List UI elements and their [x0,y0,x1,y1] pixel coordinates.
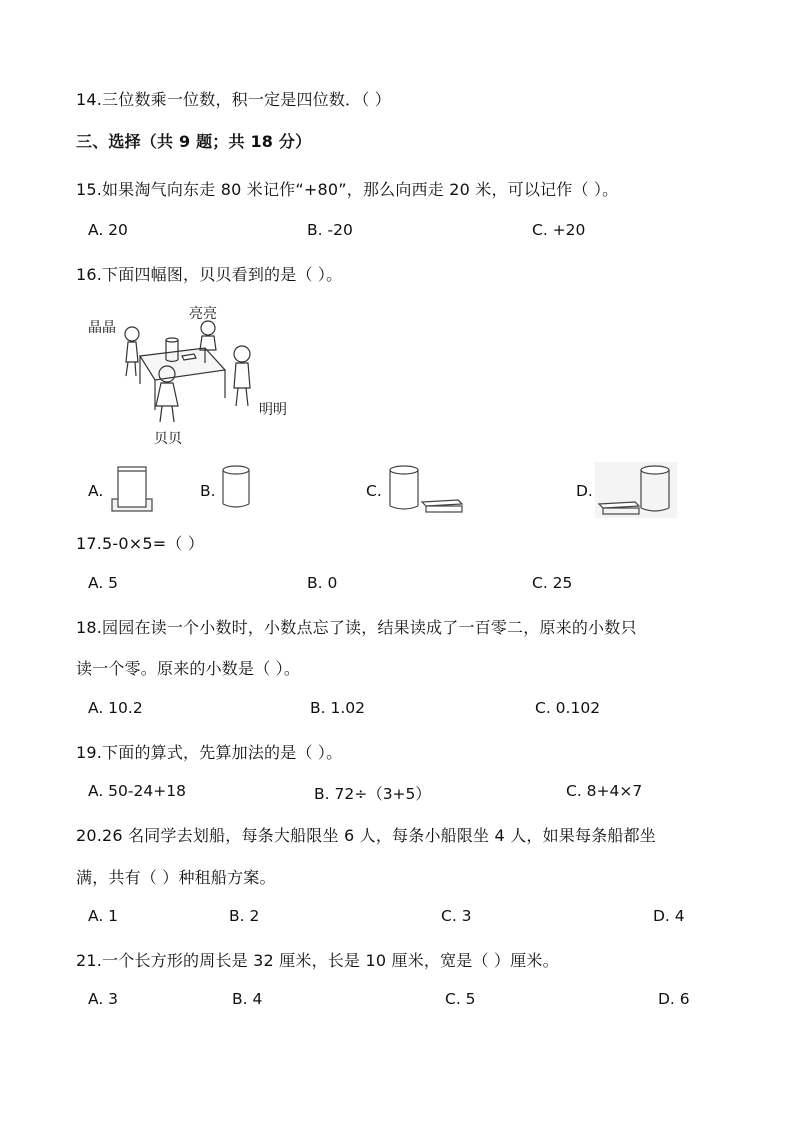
q16-option-b[interactable]: B. [200,482,216,500]
q16-option-d-picture [595,462,677,518]
question-18-stem-line1: 18.园园在读一个小数时，小数点忘了读，结果读成了一百零二，原来的小数只 [76,618,637,637]
question-15-stem: 15.如果淘气向东走 80 米记作“+80”，那么向西走 20 米，可以记作（ ）。 [76,180,619,199]
name-liangliang: 亮亮 [189,306,217,322]
q19-option-b[interactable]: B. 72÷（3+5） [314,785,431,803]
q15-option-b[interactable]: B. -20 [307,221,353,239]
q20-option-d[interactable]: D. 4 [653,907,685,925]
q17-option-b[interactable]: B. 0 [307,574,338,592]
q21-option-d[interactable]: D. 6 [658,990,690,1008]
q16-option-b-picture [218,462,258,514]
question-20-stem-line2: 满，共有（ ）种租船方案。 [76,868,276,887]
question-19-stem: 19.下面的算式，先算加法的是（ ）。 [76,743,343,762]
q16-option-a[interactable]: A. [88,482,104,500]
question-16-stem: 16.下面四幅图，贝贝看到的是（ ）。 [76,265,343,284]
q21-option-c[interactable]: C. 5 [445,990,476,1008]
section-heading: 三、选择（共 9 题；共 18 分） [76,132,312,151]
q19-option-a[interactable]: A. 50-24+18 [88,782,186,800]
q18-option-a[interactable]: A. 10.2 [88,699,143,717]
q17-option-a[interactable]: A. 5 [88,574,119,592]
q16-option-a-picture [106,463,158,515]
q20-option-b[interactable]: B. 2 [229,907,260,925]
question-18-stem-line2: 读一个零。原来的小数是（ ）。 [76,659,301,678]
q16-option-d[interactable]: D. [576,482,593,500]
question-14: 14.三位数乘一位数，积一定是四位数．（ ） [76,90,391,109]
q18-option-c[interactable]: C. 0.102 [535,699,601,717]
q15-option-c[interactable]: C. +20 [532,221,586,239]
question-17-stem: 17.5-0×5=（ ） [76,534,205,553]
q16-option-c[interactable]: C. [366,482,382,500]
q15-option-a[interactable]: A. 20 [88,221,128,239]
name-jingjing: 晶晶 [88,320,116,336]
q19-option-c[interactable]: C. 8+4×7 [566,782,643,800]
scene-illustration [110,318,270,430]
q20-option-c[interactable]: C. 3 [441,907,472,925]
q17-option-c[interactable]: C. 25 [532,574,573,592]
q18-option-b[interactable]: B. 1.02 [310,699,365,717]
question-21-stem: 21.一个长方形的周长是 32 厘米，长是 10 厘米，宽是（ ）厘米。 [76,951,559,970]
q20-option-a[interactable]: A. 1 [88,907,119,925]
q21-option-b[interactable]: B. 4 [232,990,263,1008]
name-beibei: 贝贝 [154,431,182,447]
q16-option-c-picture [384,462,468,516]
q21-option-a[interactable]: A. 3 [88,990,119,1008]
name-mingming: 明明 [259,402,287,418]
question-20-stem-line1: 20.26 名同学去划船，每条大船限坐 6 人，每条小船限坐 4 人，如果每条船都坐 [76,826,656,845]
